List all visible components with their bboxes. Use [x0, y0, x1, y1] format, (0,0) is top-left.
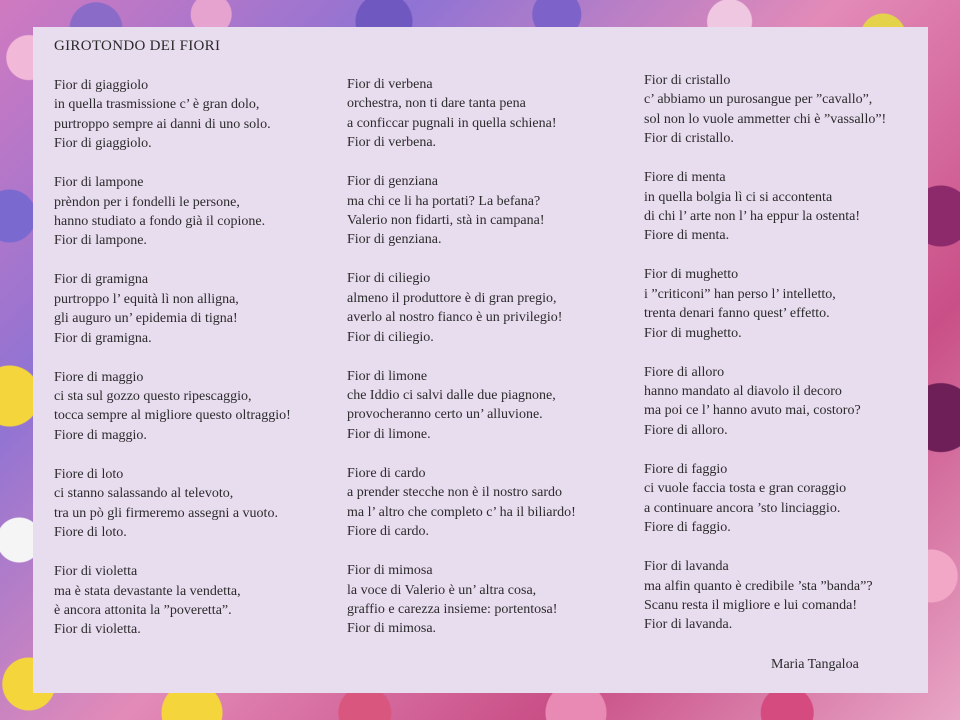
verse-line: Fiore di menta.: [644, 228, 730, 244]
verse-line: Fiore di cardo.: [347, 524, 430, 540]
poem-title: GIROTONDO DEI FIORI: [54, 38, 221, 54]
verse-line: Fior di mughetto: [644, 267, 739, 283]
stanza: [644, 71, 929, 149]
verse-line: Fior di mimosa.: [347, 621, 437, 637]
verse-line: Fior di lampone.: [54, 233, 147, 249]
verse-line: hanno mandato al diavolo il decoro: [644, 384, 842, 400]
verse-line: hanno studiato a fondo già il copione.: [54, 214, 266, 230]
stanza: [54, 368, 339, 446]
verse-line: di chi l’ arte non l’ ha eppur la ostenta!: [644, 209, 861, 225]
verse-line: almeno il produttore è di gran pregio,: [347, 290, 557, 306]
verse-line: ma alfin quanto è credibile ’sta ”banda”?: [644, 578, 873, 594]
verse-line: Fior di verbena: [347, 77, 433, 92]
verse-line: Fior di lavanda: [644, 559, 729, 575]
verse-line: in quella bolgia lì ci si accontenta: [644, 189, 833, 205]
verse-line: orchestra, non ti dare tanta pena: [347, 96, 526, 112]
verse-line: Fior di gramigna.: [54, 330, 152, 346]
stanza: [644, 557, 929, 635]
verse-line: gli auguro un’ epidemia di tigna!: [54, 311, 238, 327]
verse-line: Fiore di maggio.: [54, 427, 147, 443]
stanza: [644, 265, 929, 343]
verse-line: Fior di ciliegio.: [347, 329, 434, 345]
stanza: [347, 561, 632, 639]
verse-line: a conficcar pugnali in quella schiena!: [347, 115, 557, 131]
verse-line: Fiore di cardo: [347, 465, 426, 481]
verse-line: graffio e carezza insieme: portentosa!: [347, 601, 558, 617]
verse-line: ci vuole faccia tosta e gran coraggio: [644, 481, 847, 497]
stanza: [347, 75, 632, 153]
author-signature: Maria Tangaloa: [771, 657, 859, 672]
stanza: [54, 173, 339, 251]
verse-line: Fiore di faggio.: [644, 520, 731, 536]
verse-line: Fior di ciliegio: [347, 271, 431, 287]
verse-line: Fior di mimosa: [347, 563, 433, 579]
verse-line: Fior di genziana.: [347, 232, 442, 248]
verse-line: Fiore di loto.: [54, 525, 127, 541]
verse-line: Fior di cristallo.: [644, 131, 734, 147]
stanza: [644, 460, 929, 538]
verse-line: Fior di gramigna: [54, 272, 149, 288]
verse-line: purtroppo sempre ai danni di uno solo.: [54, 116, 271, 132]
verse-line: tra un pò gli firmeremo assegni a vuoto.: [54, 505, 278, 521]
verse-line: Fiore di maggio: [54, 369, 144, 385]
verse-line: Fior di violetta.: [54, 622, 141, 638]
verse-line: prèndon per i fondelli le persone,: [54, 194, 240, 210]
verse-line: sol non lo vuole ammetter chi è ”vassallo”!: [644, 111, 887, 127]
stanza: [644, 363, 929, 441]
verse-line: provocheranno certo un’ alluvione.: [347, 407, 543, 423]
verse-line: a prender stecche non è il nostro sardo: [347, 485, 562, 501]
verse-line: ma chi ce li ha portati? La befana?: [347, 193, 541, 209]
stanza: [54, 270, 339, 348]
verse-line: Fior di cristallo: [644, 73, 731, 88]
verse-line: Fior di lavanda.: [644, 617, 733, 633]
verse-line: Fiore di faggio: [644, 461, 728, 477]
verse-line: Valerio non fidarti, stà in campana!: [347, 213, 545, 229]
verse-line: che Iddio ci salvi dalle due piagnone,: [347, 388, 556, 404]
verse-line: i ”criticoni” han perso l’ intelletto,: [644, 286, 836, 302]
verse-line: Fior di limone.: [347, 426, 431, 442]
stanza: [347, 464, 632, 542]
verse-line: Fiore di loto: [54, 466, 124, 482]
stanza: [347, 367, 632, 445]
verse-line: Fior di verbena.: [347, 135, 437, 151]
verse-line: Fior di violetta: [54, 564, 138, 580]
verse-line: Fior di giaggiolo.: [54, 136, 152, 152]
verse-line: purtroppo l’ equità lì non alligna,: [54, 291, 239, 307]
stanza: [644, 168, 929, 246]
stanza: [347, 172, 632, 250]
verse-line: Fior di genziana: [347, 174, 438, 190]
verse-line: è ancora attonita la ”poveretta”.: [54, 602, 232, 618]
verse-line: Fior di mughetto.: [644, 325, 742, 341]
verse-line: c’ abbiamo un purosangue per ”cavallo”,: [644, 92, 873, 108]
verse-line: a continuare ancora ’sto linciaggio.: [644, 500, 841, 516]
verse-line: Fiore di alloro: [644, 364, 725, 380]
verse-line: tocca sempre al migliore questo oltraggio!: [54, 408, 291, 424]
stanza: [54, 562, 339, 640]
poem-column-1: [54, 76, 339, 659]
verse-line: Scanu resta il migliore e lui comanda!: [644, 597, 858, 613]
verse-line: ci stanno salassando al televoto,: [54, 486, 234, 502]
verse-line: la voce di Valerio è un’ altra cosa,: [347, 582, 537, 598]
verse-line: Fior di giaggiolo: [54, 78, 149, 93]
verse-line: Fiore di menta: [644, 170, 726, 186]
verse-line: ma poi ce l’ hanno avuto mai, costoro?: [644, 403, 861, 419]
stanza: [54, 465, 339, 543]
verse-line: ma l’ altro che completo c’ ha il biliardo!: [347, 504, 576, 520]
verse-line: ci sta sul gozzo questo ripescaggio,: [54, 389, 252, 405]
poem-column-2: [347, 75, 632, 658]
verse-line: Fior di lampone: [54, 175, 144, 191]
verse-line: averlo al nostro fianco è un privilegio!: [347, 310, 563, 326]
stanza: [54, 76, 339, 154]
verse-line: ma è stata devastante la vendetta,: [54, 583, 241, 599]
verse-line: in quella trasmissione c’ è gran dolo,: [54, 97, 260, 113]
poem-column-3: [644, 71, 929, 654]
stanza: [347, 269, 632, 347]
verse-line: trenta denari fanno quest’ effetto.: [644, 306, 830, 322]
verse-line: Fiore di alloro.: [644, 422, 728, 438]
verse-line: Fior di limone: [347, 368, 428, 384]
